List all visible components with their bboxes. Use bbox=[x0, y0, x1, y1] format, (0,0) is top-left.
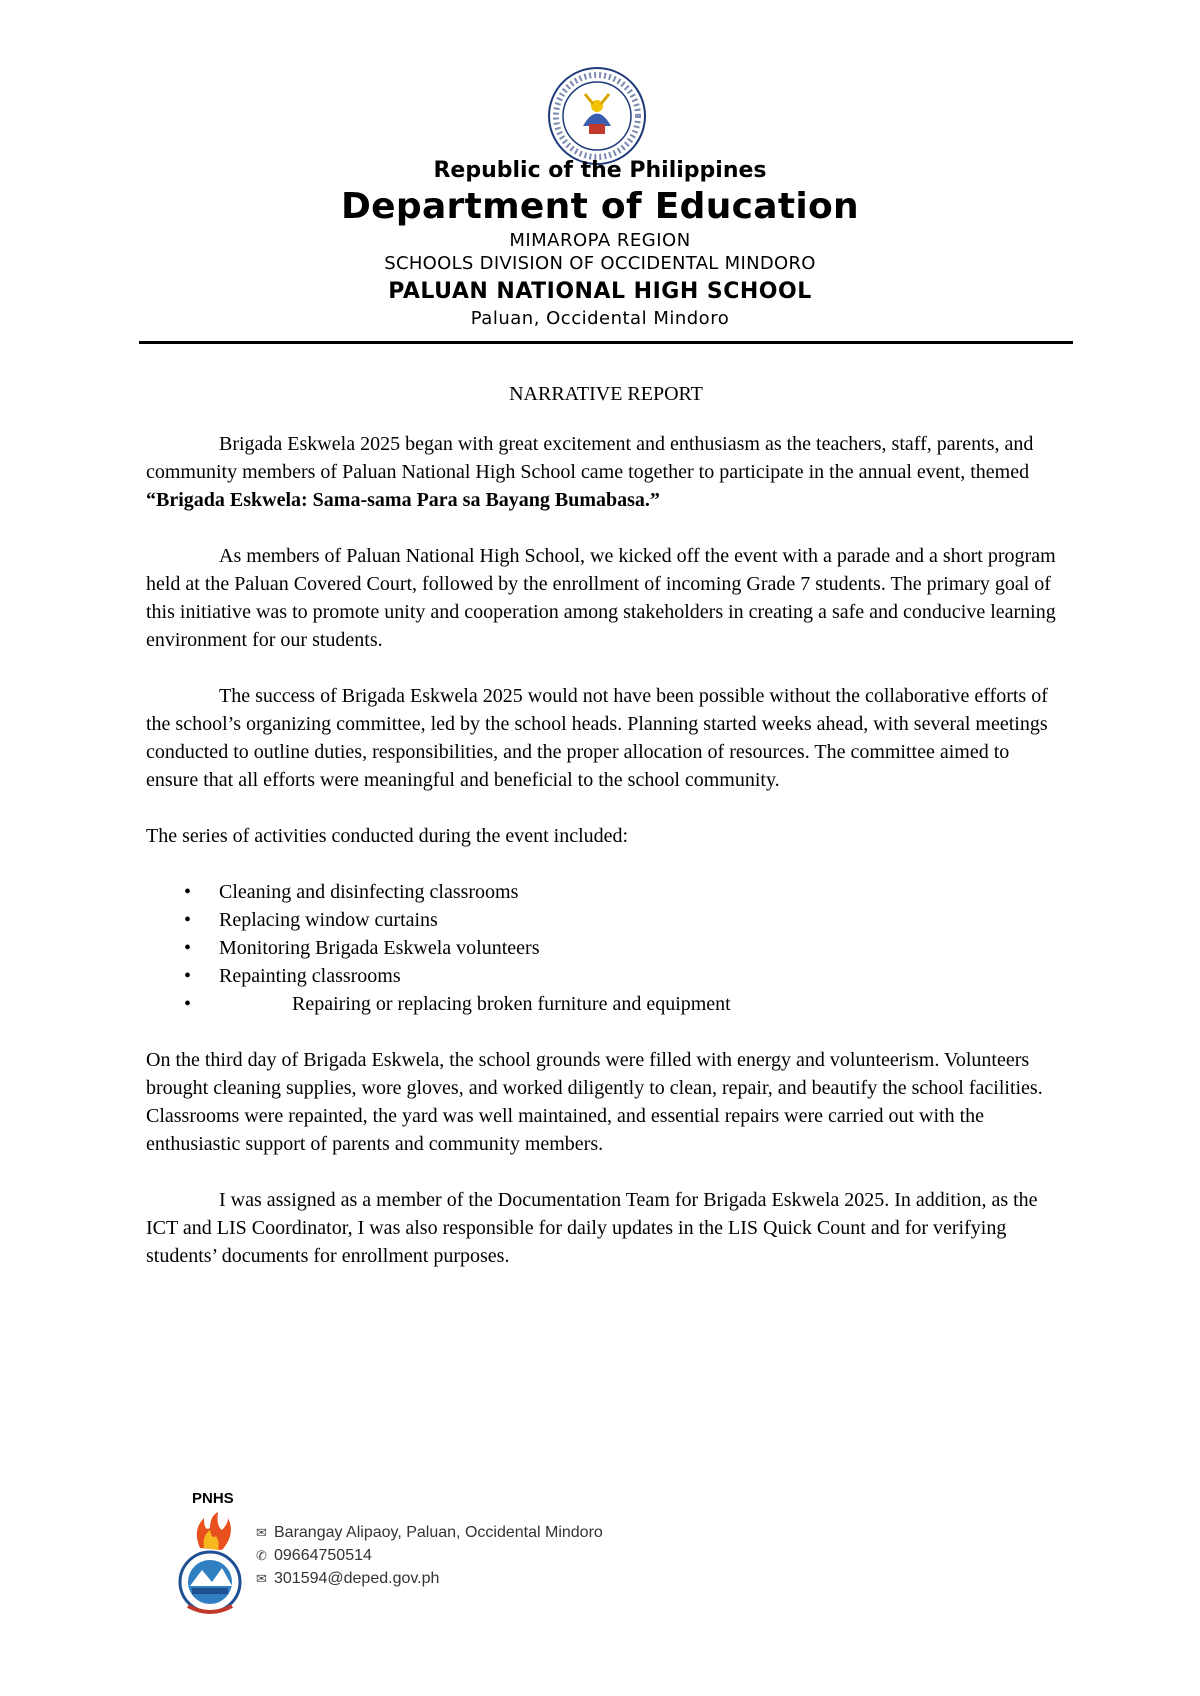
report-title: NARRATIVE REPORT bbox=[509, 383, 703, 405]
phone-text: 09664750514 bbox=[274, 1547, 372, 1564]
paragraph-1-text: Brigada Eskwela 2025 began with great excitement and enthusiasm as the teachers, staff, parents, and community members of Paluan National High School came together to participate in the annual event, themed bbox=[146, 433, 1034, 483]
activities-intro: The series of activities conducted during the event included: bbox=[146, 825, 629, 847]
location-heading: Paluan, Occidental Mindoro bbox=[470, 308, 730, 329]
list-item: • Repainting classrooms bbox=[146, 962, 1066, 990]
phone-icon: ✆ bbox=[256, 1548, 267, 1563]
region-heading: MIMAROPA REGION bbox=[509, 230, 691, 251]
email-text: 301594@deped.gov.ph bbox=[274, 1570, 440, 1587]
division-heading: SCHOOLS DIVISION OF OCCIDENTAL MINDORO bbox=[384, 253, 816, 274]
footer bbox=[170, 1490, 770, 1620]
address-line bbox=[256, 1524, 603, 1542]
school-heading: PALUAN NATIONAL HIGH SCHOOL bbox=[388, 279, 812, 304]
report-body bbox=[146, 380, 1066, 1298]
pnhs-logo-icon bbox=[170, 1510, 250, 1620]
email-line bbox=[256, 1570, 439, 1588]
paragraph-2: As members of Paluan National High School, we kicked off the event with a parade and a short program held at the Paluan Covered Court, followed by the enrollment of incoming Grade 7 students. The primary goal of this initiative was to promote unity and cooperation among stakeholders in creating a safe and conducive learning environment for our students. bbox=[146, 545, 1056, 651]
envelope-icon: ✉ bbox=[256, 1525, 267, 1540]
list-item: • Monitoring Brigada Eskwela volunteers bbox=[146, 934, 1066, 962]
deped-seal-icon bbox=[547, 66, 647, 166]
event-theme: “Brigada Eskwela: Sama-sama Para sa Bayang Bumabasa.” bbox=[146, 489, 660, 511]
paragraph-5: I was assigned as a member of the Documentation Team for Brigada Eskwela 2025. In addition, as the ICT and LIS Coordinator, I was also responsible for daily updates in the LIS Quick Count and for verifying students’ documents for enrollment purposes. bbox=[146, 1189, 1038, 1267]
phone-line bbox=[256, 1547, 372, 1565]
address-text: Barangay Alipaoy, Paluan, Occidental Mindoro bbox=[274, 1524, 603, 1541]
list-item: • Cleaning and disinfecting classrooms bbox=[146, 878, 1066, 906]
paragraph-1 bbox=[146, 430, 1066, 514]
email-icon: ✉ bbox=[256, 1571, 267, 1586]
paragraph-4: On the third day of Brigada Eskwela, the school grounds were filled with energy and volunteerism. Volunteers brought cleaning supplies, wore gloves, and worked diligently to clean, repair, and beautify the school facilities. Classrooms were repainted, the yard was well maintained, and essential repairs were carried out with the enthusiastic support of parents and community members. bbox=[146, 1049, 1043, 1155]
header-divider bbox=[139, 341, 1073, 344]
department-heading: Department of Education bbox=[341, 186, 859, 227]
republic-heading: Republic of the Philippines bbox=[433, 158, 767, 183]
pnhs-label: PNHS bbox=[192, 1490, 234, 1507]
list-item: • Replacing window curtains bbox=[146, 906, 1066, 934]
activities-list bbox=[146, 878, 1066, 1018]
paragraph-3: The success of Brigada Eskwela 2025 would not have been possible without the collaborative efforts of the school’s organizing committee, led by the school heads. Planning started weeks ahead, with several meetings conducted to outline duties, responsibilities, and the proper allocation of resources. The committee aimed to ensure that all efforts were meaningful and beneficial to the school community. bbox=[146, 685, 1048, 791]
list-item: • Repairing or replacing broken furniture and equipment bbox=[146, 990, 1066, 1018]
